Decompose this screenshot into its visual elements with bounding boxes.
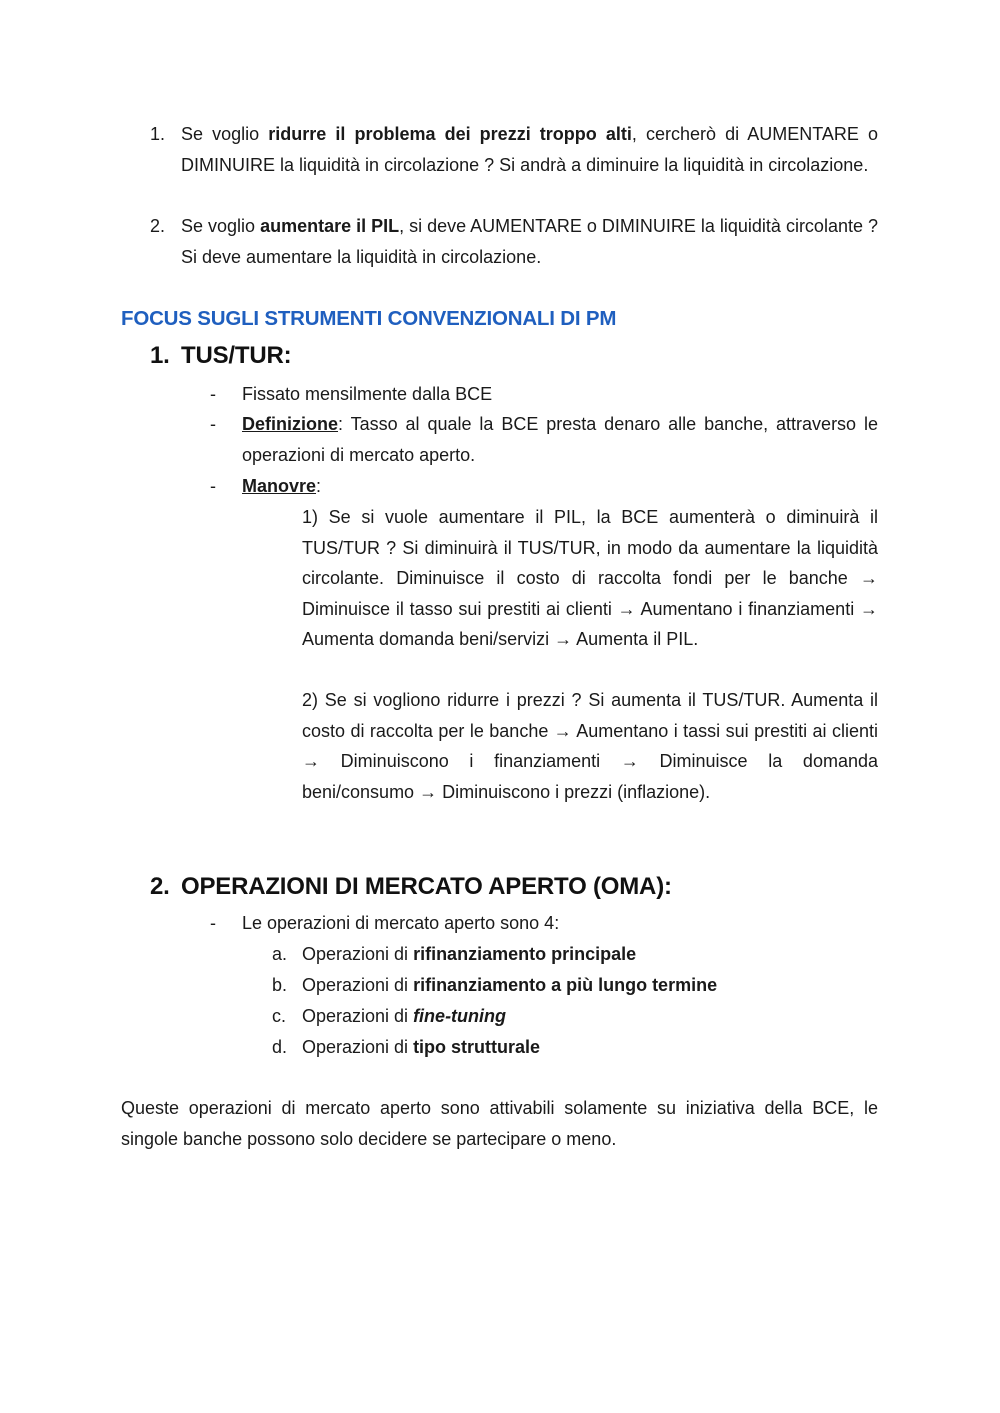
list-item-text: [302, 1032, 878, 1063]
bullet-item: [210, 471, 878, 502]
closing-paragraph: Queste operazioni di mercato aperto sono attivabili solamente su iniziativa della BCE, le singole banche possono solo decidere se partecipare o meno.: [121, 1098, 878, 1149]
list-item-text: [181, 119, 878, 180]
bold-text: ridurre il problema dei prezzi troppo alti: [268, 124, 632, 144]
list-item: [272, 1001, 878, 1032]
bullet-text: Le operazioni di mercato aperto sono 4:: [242, 913, 560, 933]
list-letter: c.: [272, 1006, 287, 1026]
text-run: , si deve AUMENTARE o DIMINUIRE la liquidità circolante ? Si deve aumentare la liquidità in circolazione.: [181, 216, 878, 267]
list-item: [272, 970, 878, 1001]
text-run: , cercherò di AUMENTARE o DIMINUIRE la liquidità in circolazione ? Si andrà a diminuire la liquidità in circolazione.: [181, 124, 878, 175]
list-item-text: [302, 1001, 878, 1032]
text-run: Operazioni di: [302, 1037, 414, 1057]
list-item-text: [181, 211, 878, 272]
manovra-paragraph: 1) Se si vuole aumentare il PIL, la BCE aumenterà o diminuirà il TUS/TUR ? Si diminuirà il TUS/TUR, in modo da aumentare la liquidità circolante. Diminuisce il costo di raccolta fondi per le banche → Diminuisce il tasso sui prestiti ai clienti → Aumentano i finanziamenti → Aumenta domanda beni/servizi → Aumenta il PIL.: [302, 507, 878, 649]
list-item: [272, 1032, 878, 1063]
list-letter: a.: [272, 944, 288, 964]
text-run: Operazioni di: [302, 975, 414, 995]
bullet-text: [242, 471, 878, 502]
list-number: 2.: [150, 216, 166, 236]
bold-italic-text: fine-tuning: [413, 1006, 507, 1026]
text-run: Se voglio: [181, 124, 269, 144]
heading-number: 1.: [150, 342, 170, 369]
text-run: Operazioni di: [302, 944, 414, 964]
list-item-text: [302, 939, 878, 970]
heading-title: OPERAZIONI DI MERCATO APERTO (OMA):: [181, 873, 672, 900]
heading-number: 2.: [150, 873, 170, 900]
bullet-text: [242, 409, 878, 470]
dash-bullet: -: [210, 913, 216, 933]
bullet-text: Fissato mensilmente dalla BCE: [242, 384, 493, 404]
bold-text: rifinanziamento principale: [413, 944, 637, 964]
text-run: Se voglio: [181, 216, 261, 236]
list-number: 1.: [150, 124, 166, 144]
dash-bullet: -: [210, 384, 216, 404]
bold-text: tipo strutturale: [413, 1037, 541, 1057]
list-item-text: [302, 970, 878, 1001]
bold-text: rifinanziamento a più lungo termine: [413, 975, 718, 995]
list-item: [150, 119, 878, 180]
list-letter: d.: [272, 1037, 288, 1057]
bullet-item: [210, 908, 878, 939]
dash-bullet: -: [210, 476, 216, 496]
heading-tus-tur: [150, 342, 291, 370]
text-run: Operazioni di: [302, 1006, 414, 1026]
definition-text: : Tasso al quale la BCE presta denaro alle banche, attraverso le operazioni di mercato aperto.: [242, 414, 878, 465]
list-letter: b.: [272, 975, 288, 995]
bullet-item: [210, 379, 878, 410]
manovre-label: Manovre: [242, 476, 317, 496]
bullet-item: [210, 409, 878, 470]
dash-bullet: -: [210, 414, 216, 434]
heading-title: TUS/TUR:: [181, 342, 292, 369]
bold-text: aumentare il PIL: [260, 216, 400, 236]
definition-label: Definizione: [242, 414, 339, 434]
heading-oma: [150, 873, 672, 901]
manovra-paragraph: 2) Se si vogliono ridurre i prezzi ? Si aumenta il TUS/TUR. Aumenta il costo di raccolta per le banche → Aumentano i tassi sui prestiti ai clienti → Diminuiscono i finanziamenti → Diminuisce la domanda beni/consumo → Diminuiscono i prezzi (inflazione).: [302, 690, 878, 802]
list-item: [272, 939, 878, 970]
list-item: [150, 211, 878, 272]
text-run: :: [316, 476, 322, 496]
section-heading: FOCUS SUGLI STRUMENTI CONVENZIONALI DI PM: [121, 307, 617, 330]
